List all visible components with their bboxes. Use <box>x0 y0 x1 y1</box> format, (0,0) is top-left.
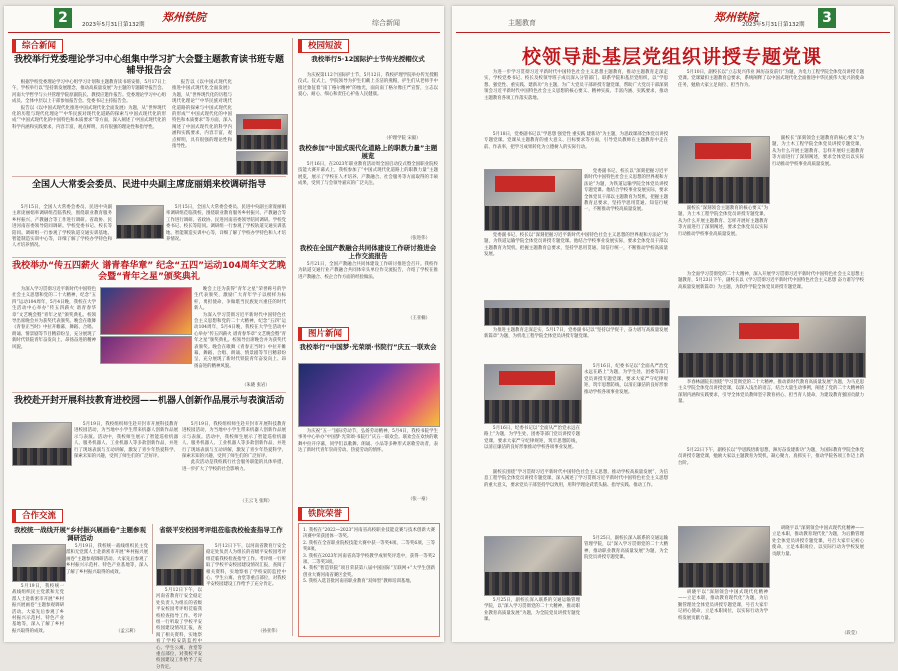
photo-lecture-5 <box>678 136 770 204</box>
article-title-study: 我校举行党委理论学习中心组集中学习扩大会暨主题教育读书班专题辅导报告会 <box>13 55 284 77</box>
section-honors: 铁院荣誉 <box>298 507 349 521</box>
header-rule <box>456 32 890 33</box>
author-safe-campus: （孙亚伟） <box>258 629 280 634</box>
column-divider <box>292 38 293 636</box>
photo-lecture-3 <box>484 364 582 424</box>
article-para-12b: 胡晓宇以“深刻领会中国式现代化精神——立足本职，推动教育现代化”为题，为后勤管理处全体党员讲授专题党课，号召大家牢记初心使命，立足本职岗位，以实际行动为学校发展贡献力量。 <box>678 590 768 621</box>
article-title-npc: 全国人大常委会委员、民进中央副主席庞丽娟来校调研指导 <box>31 180 266 190</box>
masthead: 郑州铁院 <box>714 11 758 24</box>
issue-info: 2023年5月31日第132期 <box>82 22 145 28</box>
article-intro: 为进一步学习贯彻习近平新时代中国特色社会主义思想主题教育，推动主题教育走深走实，学校党委书记、校长及校领导班子成员深入分管部门、联系学院和基层党组织，以“学思想、强党性、重实践、建新功”为主题，为广大党员干部讲授专题党课，帮助广大党员干部深刻领会习近平新时代中国特色社会主义思想的核心要义、精神实质、丰富内涵、实践要求，推动主题教育各项工作落实落地。 <box>484 70 668 101</box>
article-para-2b: 党委副书记、校长以“深刻把握习近平新时代中国特色社会主义思想的世界观和方法论”为题，为铁道运输学院全体党员讲授专题党课。他结合学校事业发展实际，要求全体党员干部以主题教育为契机，把握主题教育总要求，坚持学思用贯通、知信行统一，不断推动学校高质量发展。 <box>484 233 668 258</box>
pic-title-may-day: 我校举行“中国梦·光荣颂·书院行”庆五一联欢会 <box>299 343 437 351</box>
author-nurse: （护理学院 宋毅） <box>384 136 421 141</box>
brief-title-exhibition: 我校参加“中国式现代化道路上的职教力量”主题展览 <box>298 144 438 161</box>
article-body-study-col2: 报告以《以中国式现代化推进中国式现代化全面发展》为题，从“世界现代化的历程与现代化理论”“中华民族对现代化道路的探索与中国式现代化的形成”“中国式现代化的中国特色和本质要求”等方面，深入阐述了中国式现代化的科学内涵和实践要求，内容丰富，观点鲜明，具有很强的理论性和指导性。 <box>172 80 232 150</box>
photo-safe-campus <box>156 544 204 586</box>
article-body-united-front: 5月19日，我校统一战线组织民主党派和无党派人士赴新密市开展“乡村振兴展画卷”主题参观调研活动。大家先后参观了乡村振兴示范村、特色产业基地等，深入了解了乡村振兴取得的成效。 <box>66 544 148 575</box>
article-body-study: 根据学校党委理论学习中心组学习计划和主题教育读书班安排，5月17日上午，学校举行以“坚持新发展理念，推动高质量发展”为主题的专题辅导报告会。河南大学哲学与公共管理学院原副院长、教授应邀作报告。党委理论学习中心组成员、全体中层以上干部参加报告会。党委书记主持报告会。 报告以《以中国式现代化推进中国式现代化全面发展》为题，从“世界现代化的历程与现代化理论”“中华民族对现代化道路的探索与中国式现代化的形成”“中国式现代化的中国特色和本质要求”等方面，深入阐述了中国式现代化的科学内涵和实践要求，内容丰富，观点鲜明，具有很强的理论性和指导性。 <box>12 80 166 130</box>
article-title-safe-campus: 省级平安校园考评组莅临我校检查指导工作 <box>159 526 283 534</box>
article-body-robot: 5月19日，我校组织师生赴开封市开展科技教育进校园活动，为当地中小学生带来机器人创新作品展示与表演。活动中，我校师生展示了智能巡检机器人、服务机器人、工业机器人等多款创新作品，并进行了现场表演与互动讲解，激发了青少年热爱科学、探索未知的兴趣，受到了师生们的广泛好评。 <box>74 422 178 460</box>
photo-lecture-4 <box>484 536 582 596</box>
photo-lecture-7 <box>678 526 770 588</box>
article-para-11: 5月25日，副校长深入联系的交通运输管理学院，以“深入学习贯彻党的二十大精神，推动职业教育高质量发展”为题，为全院党员讲授专题党课。 <box>584 536 668 561</box>
article-body-robot-col2: 5月19日，我校组织师生赴开封市开展科技教育进校园活动，为当地中小学生带来机器人创新作品展示与表演。活动中，我校师生展示了智能巡检机器人、服务机器人、工业机器人等多款创新作品，并进行了现场表演与互动讲解，激发了青少年热爱科学、探索未知的兴趣，受到了师生们的广泛好评。 此次活动是我校践行社会服务职能的具体举措，进一步扩大了学校的社会影响力。 <box>182 422 286 472</box>
page-number: 2 <box>54 8 72 28</box>
author-robot: （王云飞 张辉） <box>240 499 273 504</box>
page-header <box>4 8 444 32</box>
photo-lecture-2 <box>484 300 670 326</box>
article-body-may4th: 为深入学习贯彻习近平新时代中国特色社会主义思想和党的二十大精神，纪念“五四”运动104周年，5月4日晚，我校在大学生活动中心举办“传五四薪火 谱青春华章”文艺晚会暨“青年之星”颁奖典礼。校领导出席晚会并为获奖代表颁奖。晚会在歌舞《青春正当时》中拉开帷幕，舞蹈、合唱、朗诵、情景剧等节目精彩纷呈，充分展现了新时代铁院青年奋发向上、昂扬奋进的精神风貌。 <box>12 287 96 350</box>
page-number: 3 <box>818 8 836 28</box>
photo-npc-visit <box>116 205 164 239</box>
photo-lecture-1 <box>484 169 582 231</box>
article-para-2: 党委副书记、校长以“深刻把握习近平新时代中国特色社会主义思想的世界观和方法论”为题，为铁道运输学院全体党员讲授专题党课。他结合学校事业发展实际，要求全体党员干部以主题教育为契机，把握主题教育总要求，坚持学思用贯通、知信行统一，不断推动学校高质量发展。 <box>584 169 668 213</box>
issue-info: 2023年5月31日第132期 <box>742 22 805 28</box>
header-rule <box>8 32 440 33</box>
honor-item: 3. 我校在2023年河南省高等学校教学成果奖评选中，获得一等奖2项、二等奖3项。 <box>303 553 435 566</box>
photo-gala-award <box>100 336 192 364</box>
author-united-front: （孟云莉） <box>116 629 138 634</box>
article-para-4: 5月16日，纪委书记以“全面从严治党永远在路上”为题，为学生处、团委等部门党员讲授专题党课，要求大家严守纪律规矩，筑牢思想防线，以清正廉洁的良好形象推动学校各项事业发展。 <box>584 364 668 395</box>
article-para-1: 5月18日，党委副书记以“学思想 强党性 重实践 建新功”为主题，为思政课部全体党员讲授专题党课。党课从主题教育的重大意义、目标要求等方面，引导党员教师在主题教育中走在前、作表率，把学习成果转化为立德树人的实际行动。 <box>484 132 668 150</box>
article-body-npc-col2: 5月15日，全国人大常委会委员、民进中央副主席庞丽娟率调研组莅临我校，围绕职业教育服务乡村振兴、产教融合等工作进行调研。省政协、民进河南省委领导陪同调研。学校党委书记、校长等陪同。调研组一行参观了学校轨道交通实训基地、智能制造实训中心等，详细了解了学校办学特色和人才培养情况。 <box>166 205 286 243</box>
author-industry: （王亚楠） <box>408 316 430 321</box>
section-campus-briefs: 校园短波 <box>298 39 349 53</box>
honor-item: 5. 我校入选首批河南省职业教育“双师型”教师培训基地。 <box>303 579 415 585</box>
author-party-lecture: （段莹） <box>842 631 860 636</box>
article-para-5: 副校长围绕“学习贯彻习近平新时代中国特色社会主义思想，推动学校高质量发展”，为信息工程学院全体党员讲授专题党课，深入阐述了学习贯彻习近平新时代中国特色社会主义思想的重大意义，要求党员干部坚持学以致用，用科学理论武装头脑、指导实践、推动工作。 <box>484 470 668 488</box>
brief-body-exhibition: 5月16日，在2023年职业教育活动周全国启动仪式暨全国职业院校技能大赛开幕式上，我校参加了“中国式现代化道路上的职教力量”主题展览，展示了学校在人才培养、产教融合、社会服务等方面取得的丰硕成果，受到了与会领导嘉宾的广泛关注。 <box>298 162 438 187</box>
article-para-10: 5月22日下午，副校长以“学思践悟新思想，踔厉奋发建新功”为题，为国际教育学院全体党员讲授专题党课，勉励大家以主题教育为契机，凝心聚力、真抓实干，推动学院各项工作迈上新台阶。 <box>678 448 864 466</box>
header-section: 主题教育 <box>508 19 536 27</box>
author-may-day: （张一豪） <box>408 497 430 502</box>
divider <box>12 392 286 393</box>
pic-body-may-day: 为庆祝“五一”国际劳动节，弘扬劳动精神，5月4日，我校书院学生事务中心举办“中国梦·光荣颂·书院行”庆五一联欢会。联欢会在欢快的歌舞中拉开序幕，同学们以歌舞、朗诵、小品等多种形式讴歌劳动者，表达了新时代青年崇尚劳动、热爱劳动的情怀。 <box>298 429 438 454</box>
left-page <box>4 6 444 670</box>
article-para-6: 5月10日，副校长以“立志复兴伟业 踔厉奋发前行”为题，为电力工程学院全体党员讲授专题党课。党课紧扣主题教育总要求，系统阐释了以中国式现代化全面推进中华民族伟大复兴的使命任务，勉励大家立足岗位、担当作为。 <box>678 70 864 88</box>
article-body-united-front-col2: 5月19日，我校统一战线组织民主党派和无党派人士赴新密市开展“乡村振兴展画卷”主题参观调研活动。大家先后参观了乡村振兴示范村、特色产业基地等，深入了解了乡村振兴取得的成效。 <box>12 584 64 634</box>
article-body-safe-campus: 5月12日下午，以河南省教育厅安全稳定处负责人为组长的省级平安校园考评组莅临我校检查指导工作。考评组一行听取了学校平安校园建设情况汇报，查阅了相关资料，实地察看了学校安防监控中心、学生公寓、食堂等重点部位，对我校平安校园建设工作给予了充分肯定。 <box>206 544 286 588</box>
article-para-7b: 副校长“深刻领会主题教育的核心要义”为题，为土木工程学院全体党员讲授专题党课，从为什么开展主题教育、怎样开展好主题教育等方面进行了深刻阐述，要求全体党员以实际行动推动学校事业高质量发展。 <box>678 206 768 237</box>
divider <box>152 524 153 634</box>
article-para-9: 李春林副院长围绕“学习贯彻党的二十大精神，推动新时代教育高质量发展”为题，为马克思主义学院全体党员讲授党课，以深入浅出的语言，结合大量生动事例，阐述了党的二十大精神的深刻内涵和实践要求，引导全体党员教师坚守教育初心、担当育人使命，为建设教育强国贡献力量。 <box>678 380 864 405</box>
article-body-may4th-col2: 晚会上还为获得“青年之星”荣誉称号的学生代表颁奖，激励广大青年学子以榜样为标杆，勇担使命，争做堪当民族复兴重任的时代新人。 为深入学习贯彻习近平新时代中国特色社会主义思想和党的二十大精神，纪念“五四”运动104周年，5月4日晚，我校在大学生活动中心举办“传五四薪火 谱青春华章”文艺晚会暨“青年之星”颁奖典礼。校领导出席晚会并为获奖代表颁奖。晚会在歌舞《青春正当时》中拉开帷幕，舞蹈、合唱、朗诵、情景剧等节目精彩纷呈，充分展现了新时代铁院青年奋发向上、昂扬奋进的精神风貌。 <box>194 287 286 369</box>
article-title-may4th: 我校举办“传五四薪火 谱青春华章” 纪念“五四”运动104周年文艺晚会暨“青年之星”颁奖典礼 <box>12 261 286 283</box>
article-para-12: 胡晓宇以“深刻领会中国式现代化精神——立足本职，推动教育现代化”为题，为后勤管理处全体党员讲授专题党课，号召大家牢记初心使命，立足本职岗位，以实际行动为学校发展贡献力量。 <box>772 526 864 557</box>
honor-item: 2. 我校在全省职业院校技能大赛中获一等奖4项、二等奖6项、三等奖8项。 <box>303 540 435 553</box>
article-body-safe-campus-col2: 5月12日下午，以河南省教育厅安全稳定处负责人为组长的省级平安校园考评组莅临我校检查指导工作。考评组一行听取了学校平安校园建设情况汇报，查阅了相关资料，实地察看了学校安防监控中心、学生公寓、食堂等重点部位，对我校平安校园建设工作给予了充分肯定。 <box>156 588 202 670</box>
right-page <box>452 6 894 642</box>
header-section: 综合新闻 <box>372 19 400 27</box>
section-cooperation: 合作交流 <box>12 509 63 523</box>
photo-village <box>12 544 66 582</box>
main-title: 校领导赴基层党组织讲授专题党课 <box>521 46 822 68</box>
article-body-npc: 5月15日，全国人大常委会委员、民进中央副主席庞丽娟率调研组莅临我校，围绕职业教育服务乡村振兴、产教融合等工作进行调研。省政协、民进河南省委领导陪同调研。学校党委书记、校长等陪同。调研组一行参观了学校轨道交通实训基地、智能制造实训中心等，详细了解了学校办学特色和人才培养情况。 <box>12 205 112 249</box>
photo-study-audience <box>236 151 288 175</box>
article-para-4b: 5月16日，纪委书记以“全面从严治党永远在路上”为题，为学生处、团委等部门党员讲授专题党课，要求大家严守纪律规矩，筑牢思想防线，以清正廉洁的良好形象推动学校各项事业发展。 <box>484 426 580 451</box>
photo-may-day <box>298 363 440 427</box>
photo-lecture-6 <box>678 316 866 378</box>
article-title-robot: 我校赴开封开展科技教育进校园——机器人创新作品展示与表演活动 <box>13 396 284 406</box>
honor-item: 1. 我校在“2022—2023”河南省高校职业技能竞赛与技术创新大赛决赛中荣获团体一等奖。 <box>303 528 435 540</box>
brief-title-nurse: 我校举行5·12国际护士节传光授帽仪式 <box>311 55 425 63</box>
masthead: 郑州铁院 <box>162 11 206 24</box>
author-may4th: （朱晓 张岩） <box>242 383 270 388</box>
article-para-3: 为推进主题教育走深走实，5月17日，党委副书记以“坚持以学促干，奋力谱写高质量发展新篇章”为题，为机电工程学院全体党员讲授专题党课。 <box>484 328 668 340</box>
article-title-united-front: 我校统一战线开展“乡村振兴展画卷”主题参观调研活动 <box>13 526 147 543</box>
brief-title-industry: 我校在全国产教融合共同体建设工作研讨推进会上作交流报告 <box>299 244 437 261</box>
article-para-7: 副校长“深刻领会主题教育的核心要义”为题，为土木工程学院全体党员讲授专题党课，从为什么开展主题教育、怎样开展好主题教育等方面进行了深刻阐述，要求全体党员以实际行动推动学校事业高质量发展。 <box>772 136 864 167</box>
author-exhibition: （张进伟） <box>408 236 430 241</box>
photo-study-meeting <box>236 114 288 150</box>
honor-list <box>298 523 440 637</box>
honor-item: 4. 我校“智造铁院”项目荣获第八届中国国际“互联网+”大学生创新创业大赛河南省赛区金奖。 <box>303 566 435 578</box>
page-header <box>452 8 894 32</box>
section-picture-news: 图片新闻 <box>298 327 349 341</box>
brief-body-nurse: 为庆祝第112个国际护士节，5月12日，我校护理学院举办传光授帽仪式。仪式上，学院领导为护生们戴上圣洁的燕帽，护生们从老师手中接过象征着“南丁格尔精神”的烛光，面向南丁格尔像庄严宣誓，立志以爱心、耐心、细心和责任心护佑人民健康。 <box>298 73 438 98</box>
photo-robot-show <box>12 422 72 466</box>
article-para-11b: 5月25日，副校长深入联系的交通运输管理学院，以“深入学习贯彻党的二十大精神，推动职业教育高质量发展”为题，为全院党员讲授专题党课。 <box>484 598 580 623</box>
photo-gala-stage <box>100 287 192 335</box>
article-para-8: 为全面学习贯彻党的二十大精神，深入开展学习贯彻习近平新时代中国特色社会主义思想主题教育，5月23日下午，副校长以《学习贯彻习近平新时代中国特色社会主义思想 奋力谱写学校高质量发展新篇章》为主题，为软件学院全体党员讲授专题党课。 <box>678 272 864 290</box>
divider <box>12 257 286 258</box>
divider <box>12 176 286 177</box>
brief-body-industry: 5月21日，全国产教融合共同体建设工作研讨推进会召开。我校作为轨道交通行业产教融合共同体牵头单位作交流报告，介绍了学校在推进产教融合、校企合作方面的经验做法。 <box>298 262 438 280</box>
section-comprehensive: 综合新闻 <box>12 39 63 53</box>
